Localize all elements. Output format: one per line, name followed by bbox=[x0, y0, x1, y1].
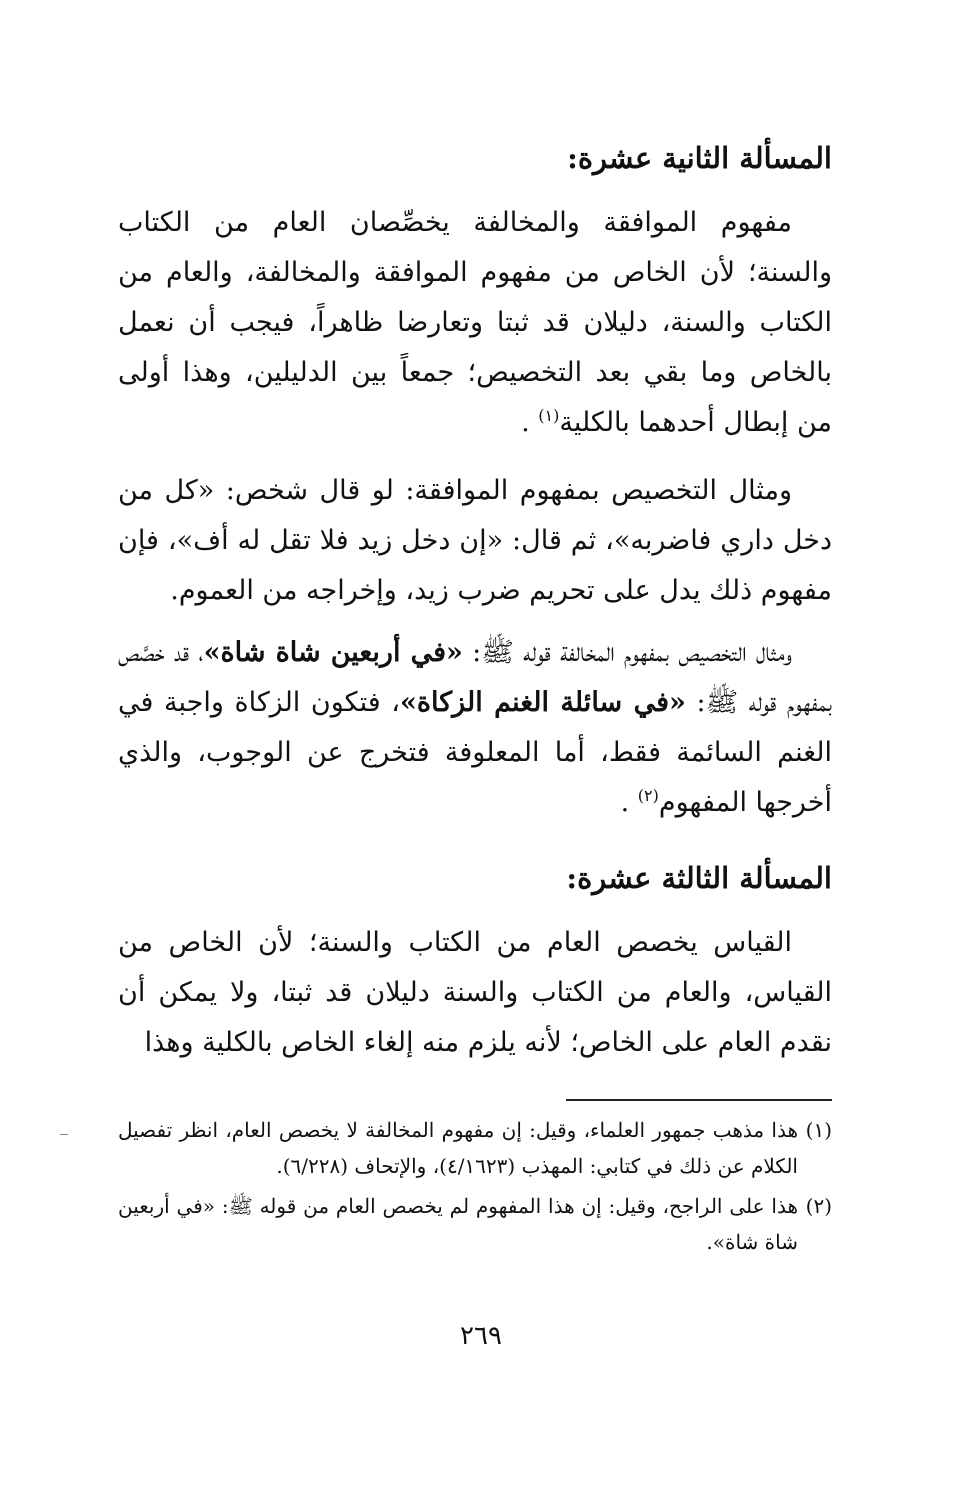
footnote-ref-2: (٢) bbox=[637, 786, 659, 805]
footnote-separator bbox=[566, 1099, 832, 1101]
paragraph-3-text-a: ومثال التخصيص بمفهوم المخالفة قوله ﷺ: bbox=[462, 637, 792, 668]
footnote-number: (٢) bbox=[805, 1194, 832, 1218]
footnotes bbox=[118, 1112, 832, 1260]
section-heading-13: المسألة الثالثة عشرة: bbox=[566, 861, 832, 895]
paragraph-1-end: . bbox=[521, 407, 539, 438]
margin-mark bbox=[60, 1134, 68, 1135]
paragraph-1 bbox=[118, 198, 832, 448]
hadith-quote-1: «في أربعين شاة شاة» bbox=[203, 637, 463, 668]
footnote-text: هذا مذهب جمهور العلماء، وقيل: إن مفهوم المخالفة لا يخصص العام، انظر تفصيل الكلام عن ذلك في كتابي: المهذب (٤/١٦٢٣)، والإتحاف (٦/٢٢٨). bbox=[118, 1118, 798, 1178]
paragraph-2: ومثال التخصيص بمفهوم الموافقة: لو قال شخص: «كل من دخل داري فاضربه»، ثم قال: «إن دخل زيد فلا تقل له أف»، فإن مفهوم ذلك يدل على تحريم ضرب زيد، وإخراجه من العموم. bbox=[118, 475, 832, 606]
paragraph-3-text-c: ، فتكون الزكاة واجبة في الغنم السائمة فقط، أما المعلوفة فتخرج عن الوجوب، والذي أخرجها المفهوم bbox=[118, 687, 832, 818]
hadith-quote-2: «في سائلة الغنم الزكاة» bbox=[399, 687, 686, 718]
page-body bbox=[118, 130, 832, 1068]
section-heading-12: المسألة الثانية عشرة: bbox=[567, 141, 832, 175]
page-number: ٢٦٩ bbox=[460, 1321, 502, 1351]
footnote-2 bbox=[118, 1188, 832, 1260]
paragraph-3-end: . bbox=[620, 787, 638, 818]
footnote-1 bbox=[118, 1112, 832, 1184]
footnote-number: (١) bbox=[805, 1118, 832, 1142]
paragraph-4: القياس يخصص العام من الكتاب والسنة؛ لأن الخاص من القياس، والعام من الكتاب والسنة دليلان قد ثبتا، ولا يمكن أن نقدم العام على الخاص؛ لأنه يلزم منه إلغاء الخاص بالكلية وهذا bbox=[118, 927, 832, 1058]
paragraph-3-text-b: ، قد خصَّص بمفهوم قوله ﷺ: bbox=[118, 637, 832, 718]
paragraph-1-text: مفهوم الموافقة والمخالفة يخصِّصان العام من الكتاب والسنة؛ لأن الخاص من مفهوم الموافقة والمخالفة، والعام من الكتاب والسنة، دليلان قد ثبتا وتعارضا ظاهراً، فيجب أن نعمل بالخاص وما بقي بعد التخصيص؛ جمعاً بين الدليلين، وهذا أولى من إبطال أحدهما بالكلية bbox=[118, 207, 832, 438]
footnote-text: هذا على الراجح، وقيل: إن هذا المفهوم لم يخصص العام من قوله ﷺ: «في أربعين شاة شاة». bbox=[118, 1194, 798, 1254]
footnote-ref-1: (١) bbox=[538, 406, 560, 425]
paragraph-3 bbox=[118, 628, 832, 828]
